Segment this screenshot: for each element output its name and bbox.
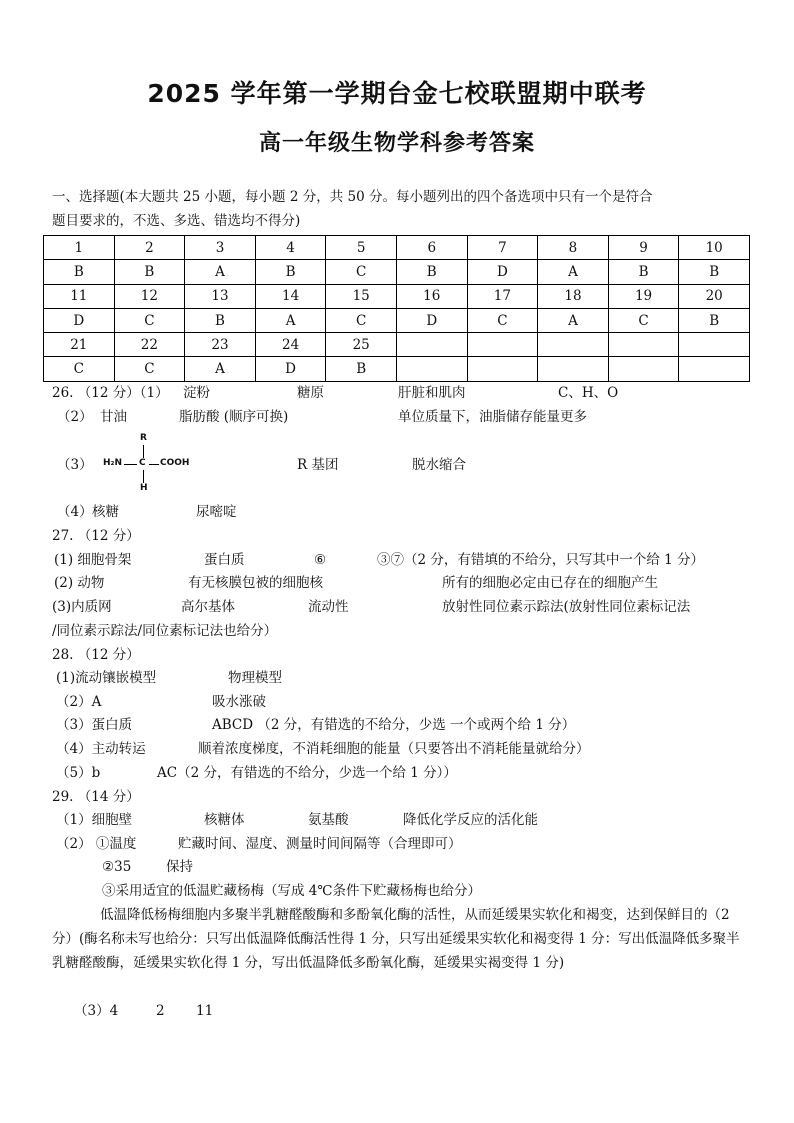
q26-4-a: 核糖 [92, 504, 119, 520]
answer-table-cell: 13 [185, 284, 256, 308]
q29-1-b: 核糖体 [204, 812, 245, 828]
q29-1-a: （1）细胞壁 [56, 812, 133, 828]
answer-table-row [44, 284, 750, 308]
answer-table-cell [396, 357, 467, 381]
q28-1-a: (1)流动镶嵌模型 [56, 670, 157, 686]
answer-table-cell: C [608, 308, 679, 332]
q28-1-b: 物理模型 [228, 670, 282, 686]
answer-table-cell: 25 [326, 333, 397, 357]
q26-3-a: R 基团 [297, 457, 339, 473]
answer-table-row [44, 333, 750, 357]
q26-1-c: 肝脏和肌肉 [398, 385, 466, 401]
q27-1-c: ⑥ [314, 552, 327, 568]
answer-table-cell: A [185, 260, 256, 284]
answer-table-cell: 1 [44, 236, 115, 260]
q28-2-b: 吸水涨破 [212, 694, 266, 710]
q26-4-b: 尿嘧啶 [196, 504, 237, 520]
mol-h: H [140, 483, 148, 493]
answer-table-cell: 11 [44, 284, 115, 308]
answer-table-cell: 24 [255, 333, 326, 357]
answer-table-cell: 3 [185, 236, 256, 260]
q29-2-a: （2） ①温度 [56, 836, 137, 852]
answer-table-cell: B [185, 308, 256, 332]
q28-2-a: （2）A [56, 694, 102, 710]
answer-table-cell: 8 [538, 236, 609, 260]
answer-table-cell: 18 [538, 284, 609, 308]
section1-intro-line2: 题目要求的，不选、多选、错选均不得分) [52, 213, 301, 229]
q27-2-c: 所有的细胞必定由已存在的细胞产生 [442, 575, 658, 591]
q27-3-a: (3)内质网 [52, 599, 112, 615]
q27-3-c: 流动性 [308, 599, 349, 615]
answer-table-cell [538, 357, 609, 381]
q29-2-c: ②35 [102, 859, 132, 875]
q28-4-a: （4）主动转运 [56, 741, 146, 757]
q26-1-b: 糖原 [297, 385, 324, 401]
answer-table-cell: C [44, 357, 115, 381]
q27-2-b: 有无核膜包被的细胞核 [188, 575, 323, 591]
answer-table-cell [679, 333, 750, 357]
answer-table-cell [608, 333, 679, 357]
answer-table-row [44, 308, 750, 332]
answer-table-cell: D [396, 308, 467, 332]
answer-table-cell: 5 [326, 236, 397, 260]
answer-table-cell: C [467, 308, 538, 332]
q29-3-b: 2 [156, 1003, 165, 1019]
answer-table [43, 235, 750, 382]
q27-head: 27. （12 分） [52, 528, 140, 544]
q26-head: 26. （12 分）（1） [52, 385, 169, 401]
answer-table-cell: 6 [396, 236, 467, 260]
answer-table-cell: B [679, 260, 750, 284]
answer-table-row [44, 236, 750, 260]
q26-1-d: C、H、O [558, 385, 619, 401]
answer-table-cell: C [114, 308, 185, 332]
answer-table-cell: 17 [467, 284, 538, 308]
mol-cooh: COOH [160, 458, 190, 468]
answer-table-cell: B [326, 357, 397, 381]
q29-1-d: 降低化学反应的活化能 [403, 812, 538, 828]
section1-intro-line1: 一、选择题(本大题共 25 小题，每小题 2 分，共 50 分。每小题列出的四个备选项中只有一个是符合 [52, 189, 653, 205]
answer-table-cell: D [467, 260, 538, 284]
q27-1-d: ③⑦（2 分，有错填的不给分，只写其中一个给 1 分） [377, 552, 705, 568]
answer-table-cell: A [538, 308, 609, 332]
q28-head: 28. （12 分） [52, 647, 140, 663]
q28-4-b: 顺着浓度梯度，不消耗细胞的能量（只要答出不消耗能量就给分） [198, 741, 590, 757]
answer-table-cell: C [326, 260, 397, 284]
q27-2-a: (2) 动物 [54, 575, 105, 591]
answer-table-cell: 10 [679, 236, 750, 260]
answer-table-cell: 19 [608, 284, 679, 308]
answer-table-cell: B [114, 260, 185, 284]
answer-table-cell: B [679, 308, 750, 332]
q27-3-b: 高尔基体 [181, 599, 235, 615]
mol-h2n: H₂N [103, 458, 123, 468]
answer-table-cell [608, 357, 679, 381]
answer-table-cell [679, 357, 750, 381]
answer-table-cell: 4 [255, 236, 326, 260]
q28-3-b: ABCD （2 分，有错选的不给分，少选 一个或两个给 1 分） [212, 717, 576, 733]
mol-r: R [140, 433, 147, 443]
answer-table-row [44, 357, 750, 381]
answer-table-cell: B [44, 260, 115, 284]
answer-table-cell: 2 [114, 236, 185, 260]
answer-table-cell: B [255, 260, 326, 284]
q27-3-d: 放射性同位素示踪法(放射性同位素标记法 [442, 599, 691, 615]
q29-3-c: 11 [196, 1003, 214, 1019]
answer-table-cell: A [538, 260, 609, 284]
q27-1-a: (1) 细胞骨架 [54, 552, 132, 568]
q26-2-c: 单位质量下，油脂储存能量更多 [398, 409, 587, 425]
answer-table-cell [467, 357, 538, 381]
page-subtitle: 高一年级生物学科参考答案 [258, 131, 535, 156]
q29-1-c: 氨基酸 [308, 812, 349, 828]
answer-table-cell: 14 [255, 284, 326, 308]
answer-table-cell: C [114, 357, 185, 381]
answer-table-cell [467, 333, 538, 357]
q29-2-e: ③采用适宜的低温贮藏杨梅（写成 4℃条件下贮藏杨梅也给分） [102, 883, 481, 899]
q27-1-b: 蛋白质 [204, 552, 245, 568]
q29-explanation: 低温降低杨梅细胞内多聚半乳糖醛酸酶和多酚氧化酶的活性，从而延缓果实软化和褐变，达到保鲜目的（2 分）(酶名称未写也给分：只写出低温降低酶活性得 1 分，只写出延缓果实软化和褐变得 1 分：写出低温降低多聚半乳糖醛酸酶，延缓果实软化得 1 分，写出低温降低多酚氧化酶，延缓果实褐变得 1 分) [52, 907, 740, 971]
q29-2-d: 保持 [166, 859, 193, 875]
answer-table-cell: D [255, 357, 326, 381]
answer-table-cell: 20 [679, 284, 750, 308]
q26-2-label: （2） [57, 409, 93, 425]
q29-2-b: 贮藏时间、湿度、测量时间间隔等（合理即可） [178, 836, 462, 852]
q26-2-a: 甘油 [100, 409, 127, 425]
answer-table-cell: B [396, 260, 467, 284]
answer-table-cell [538, 333, 609, 357]
answer-table-cell: 16 [396, 284, 467, 308]
answer-table-cell: C [326, 308, 397, 332]
answer-table-cell [396, 333, 467, 357]
amino-acid-structure [103, 433, 203, 495]
answer-table-cell: 23 [185, 333, 256, 357]
answer-table-cell: 15 [326, 284, 397, 308]
q29-3-a: （3）4 [74, 1003, 119, 1019]
mol-c: C [139, 458, 146, 468]
answer-table-cell: 22 [114, 333, 185, 357]
q26-3-label: （3） [57, 457, 93, 473]
q26-1-a: 淀粉 [183, 385, 210, 401]
q27-3-cont: /同位素示踪法/同位素标记法也给分） [52, 623, 278, 639]
answer-table-cell: B [608, 260, 679, 284]
answer-table-cell: A [185, 357, 256, 381]
answer-table-cell: 7 [467, 236, 538, 260]
page-title: 2025 学年第一学期台金七校联盟期中联考 [147, 79, 647, 108]
answer-table-cell: A [255, 308, 326, 332]
q28-5-b: AC（2 分，有错选的不给分，少选一个给 1 分）） [157, 765, 457, 781]
answer-table-cell: 12 [114, 284, 185, 308]
q26-3-b: 脱水缩合 [412, 457, 466, 473]
answer-table-cell: 9 [608, 236, 679, 260]
q26-4-label: （4） [57, 504, 93, 520]
answer-table-cell: 21 [44, 333, 115, 357]
q28-5-a: （5）b [56, 765, 101, 781]
answer-table-row [44, 260, 750, 284]
q28-3-a: （3）蛋白质 [56, 717, 133, 733]
q26-2-b: 脂肪酸 (顺序可换) [179, 409, 289, 425]
answer-table-cell: D [44, 308, 115, 332]
q29-head: 29. （14 分） [52, 789, 140, 805]
